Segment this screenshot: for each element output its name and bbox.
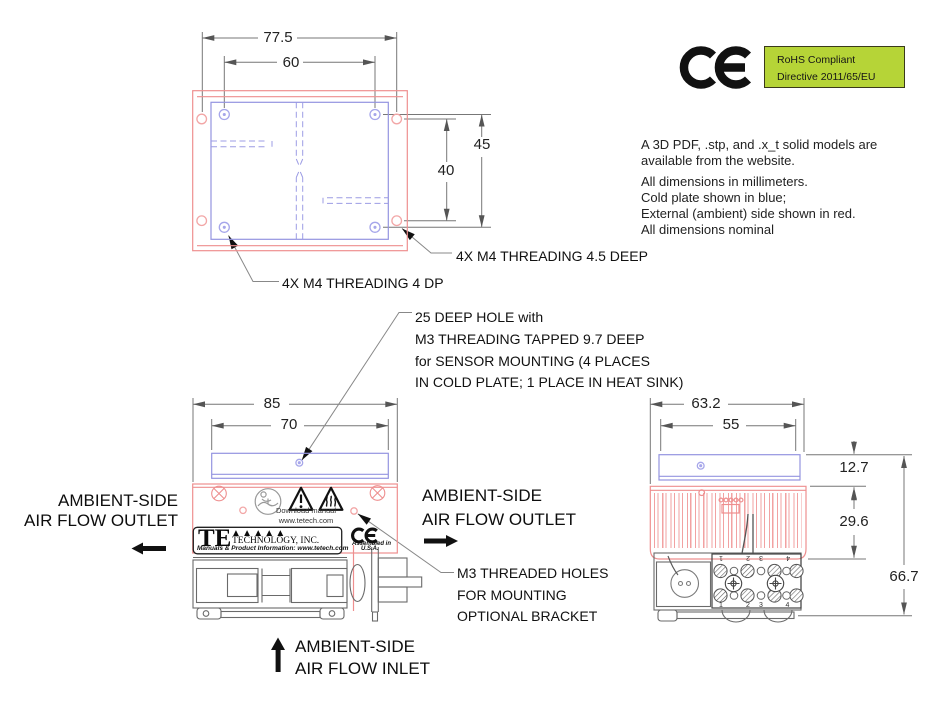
dim-top-outer-width: 77.5	[263, 29, 293, 46]
note-models	[641, 137, 877, 169]
note-models-line-1: A 3D PDF, .stp, and .x_t solid models are	[641, 137, 878, 152]
brand-te: TE	[198, 525, 232, 552]
assembled-usa-text: U.S.A.	[361, 546, 379, 552]
airflow-left-line-1: AMBIENT-SIDE	[58, 491, 178, 510]
bracket-line-1: M3 THREADED HOLES	[457, 565, 609, 581]
dim-front-outer: 85	[263, 394, 281, 412]
callout-sensor-hole	[415, 307, 683, 394]
fan-wires	[742, 514, 753, 554]
rohs-line-1: RoHS Compliant	[777, 54, 856, 66]
terminal-bottom-3: 3	[759, 601, 763, 609]
airflow-right-line-1: AMBIENT-SIDE	[422, 486, 542, 505]
assembled-in-text: Assembled in	[352, 540, 392, 547]
note-dims-line-2: Cold plate shown in blue;	[641, 190, 787, 205]
dim-side-inner: 55	[722, 416, 740, 433]
callout-ambient-threading: 4X M4 THREADING 4.5 DEEP	[456, 248, 648, 264]
download-url-text: www.tetech.com	[278, 515, 334, 525]
dim-top-cold-height: 45	[473, 135, 491, 153]
bracket-line-3: OPTIONAL BRACKET	[457, 608, 598, 624]
brand-tagline: Manuals & Product Information: www.tetech.com	[197, 545, 349, 552]
dim-side-total: 66.7	[889, 567, 919, 585]
terminal-bottom-4: 4	[785, 601, 790, 609]
airflow-right-label	[422, 484, 576, 531]
ambient-mounting-holes	[197, 114, 402, 514]
terminal-block	[712, 554, 803, 608]
note-dimensions	[641, 174, 856, 238]
terminal-top-3: 3	[759, 553, 763, 561]
note-dims-line-1: All dimensions in millimeters.	[641, 174, 808, 189]
dim-top-ambient-height: 40	[437, 162, 455, 179]
airflow-bottom-line-1: AMBIENT-SIDE	[295, 637, 415, 656]
dim-front-inner: 70	[280, 415, 298, 433]
dim-side-fins: 29.6	[839, 512, 869, 530]
terminal-top-4: 4	[785, 553, 790, 561]
airflow-bottom-line-2: AIR FLOW INLET	[295, 659, 431, 678]
front-fan-assembly	[193, 547, 422, 621]
arrow-right-icon	[424, 535, 458, 547]
terminal-bottom-2: 2	[746, 601, 750, 609]
note-dims-line-4: All dimensions nominal	[641, 222, 774, 237]
callout-bracket-holes	[457, 563, 608, 628]
terminal-top-1: 1	[719, 553, 723, 561]
sensor-line-1: 25 DEEP HOLE with	[415, 309, 544, 325]
airflow-left-line-2: AIR FLOW OUTLET	[24, 511, 178, 530]
brand-name: TECHNOLOGY, INC.	[232, 536, 320, 546]
rohs-line-2: Directive 2011/65/EU	[777, 71, 876, 83]
dim-side-plate: 12.7	[839, 458, 869, 476]
sensor-line-2: M3 THREADING TAPPED 9.7 DEEP	[415, 330, 645, 347]
note-models-line-2: available from the website.	[641, 153, 795, 168]
sensor-line-4: IN COLD PLATE; 1 PLACE IN HEAT SINK)	[415, 374, 684, 391]
callout-cold-threading: 4X M4 THREADING 4 DP	[282, 275, 444, 291]
terminal-bottom-1: 1	[719, 601, 723, 609]
airflow-bottom-label	[295, 636, 430, 680]
download-manual-text: Download manual	[275, 506, 337, 515]
airflow-right-line-2: AIR FLOW OUTLET	[422, 509, 576, 529]
brand-triangles: ▲▲▲▲▲	[231, 528, 287, 539]
terminal-screws	[725, 575, 783, 591]
dim-top-inner-width: 60	[282, 54, 300, 71]
bracket-line-2: FOR MOUNTING	[457, 586, 567, 603]
arrow-up-icon	[271, 638, 285, 673]
sensor-line-3: for SENSOR MOUNTING (4 PLACES	[415, 352, 650, 369]
rohs-badge	[764, 46, 905, 88]
hidden-feature-lines	[211, 102, 388, 239]
airflow-left-label	[10, 491, 178, 531]
ce-mark-icon	[684, 51, 748, 85]
arrow-left-icon	[132, 543, 167, 555]
note-dims-line-3: External (ambient) side shown in red.	[641, 206, 856, 221]
dim-side-outer: 63.2	[691, 394, 721, 412]
terminal-top-2: 2	[746, 553, 750, 561]
